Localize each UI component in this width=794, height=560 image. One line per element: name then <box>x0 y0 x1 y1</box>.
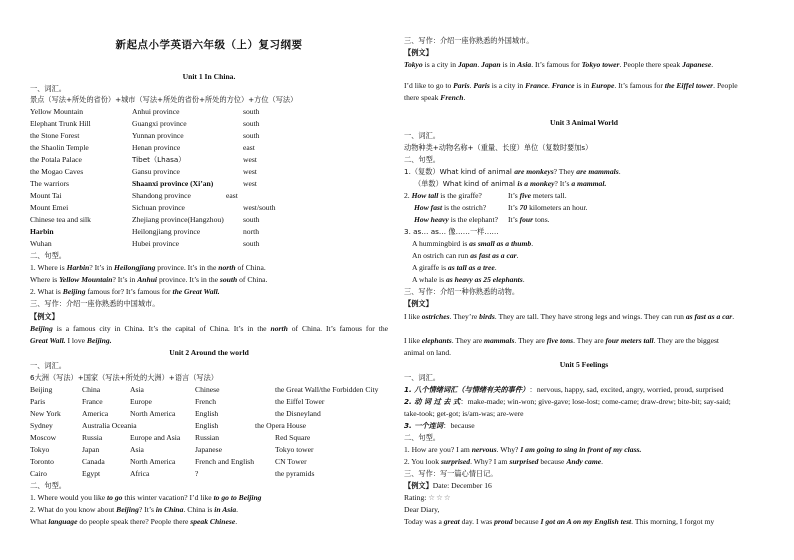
unit1-heading: Unit 1 In China. <box>182 72 236 81</box>
unit3-sentence-2: （单数）What kind of animal is a monkey? It’s a mammal. <box>414 179 607 188</box>
unit1-example-line-1: Beijing is a famous city in China. It’s the capital of China. It’s in the north of China. It’s famous for the <box>30 324 388 333</box>
unit5-greeting: Dear Diary, <box>404 505 440 514</box>
unit1-example-line-2: Great Wall. I love Beijing. <box>30 336 112 345</box>
unit2-example-heading: 【例文】 <box>404 48 433 57</box>
unit3-sentence-8: An ostrich can run as fast as a car. <box>412 251 519 260</box>
unit5-writing-heading: 三、写作：写一篇心情日记。 <box>404 469 498 478</box>
page-title: 新起点小学英语六年级（上）复习纲要 <box>115 39 303 51</box>
unit5-rating: Rating: ☆☆☆ <box>404 493 452 502</box>
unit3-sentence-10: A whale is as heavy as 25 elephants. <box>412 275 525 284</box>
unit2-heading: Unit 2 Around the world <box>169 348 249 357</box>
unit5-vocab-4: 3. 一个连词：because <box>404 421 475 430</box>
unit2-example-line-3: there speak French. <box>404 93 466 102</box>
unit3-vocab-desc: 动物种类+动物名称+（重量、长度）单位（复数时要加s） <box>404 143 593 152</box>
unit5-sentence-heading: 二、句型。 <box>404 433 440 442</box>
unit3-example-line-1: I like ostriches. They’re birds. They are tall. They have strong legs and wings. They can run as fast as a car. <box>404 312 735 321</box>
unit3-example-line-3: animal on land. <box>404 348 452 357</box>
unit1-example-heading: 【例文】 <box>30 312 59 321</box>
unit1-sentence-heading: 二、句型。 <box>30 251 66 260</box>
unit1-writing-heading: 三、写作：介绍一座你熟悉的中国城市。 <box>30 299 160 308</box>
unit2-sentence-heading: 二、句型。 <box>30 481 66 490</box>
star-icon: ☆☆☆ <box>428 493 452 502</box>
unit5-example-heading: 【例文】Date: December 16 <box>404 481 492 490</box>
unit5-sentence-2: 2. You look surprised. Why? I am surprised because Andy came. <box>404 457 604 466</box>
unit5-vocab-2: 2. 动 词 过 去 式：make-made; win-won; give-gave; lose-lost; come-came; draw-drew; bite-bit; say-said; <box>404 397 731 406</box>
unit1-sentence-3: 2. What is Beijing famous for? It’s famous for the Great Wall. <box>30 287 220 296</box>
unit3-example-heading: 【例文】 <box>404 299 433 308</box>
unit3-sentence-heading: 二、句型。 <box>404 155 440 164</box>
unit3-sentence-6: 3. as… as… 像……一样…… <box>404 227 499 236</box>
unit3-example-line-2: I like elephants. They are mammals. They are five tons. They are four meters tall. They are the biggest <box>404 336 720 345</box>
unit5-vocab-heading: 一、词汇。 <box>404 373 440 382</box>
unit2-vocab-desc: 6大洲（写法）+国家（写法+所处的大洲）+语言（写法） <box>30 373 218 382</box>
unit2-example-line-1: Tokyo is a city in Japan. Japan is in Asia. It’s famous for Tokyo tower. People there speak Japanese. <box>404 60 714 69</box>
unit1-vocab-desc: 景点（写法+所处的省份）+城市（写法+所处的省份+所处的方位）+方位（写法） <box>30 95 298 104</box>
unit3-sentence-7: A hummingbird is as small as a thumb. <box>412 239 534 248</box>
unit2-sentence-2: 2. What do you know about Beijing? It’s in China. China is in Asia. <box>30 505 239 514</box>
unit3-sentence-9: A giraffe is as tall as a tree. <box>412 263 497 272</box>
unit2-example-line-2: I’d like to go to Paris. Paris is a city in France. France is in Europe. It’s famous for the Eiffel tower. People <box>404 81 738 90</box>
unit1-vocab-heading: 一、词汇。 <box>30 84 66 93</box>
unit2-sentence-1: 1. Where would you like to go this winter vacation? I’d like to go to Beijing <box>30 493 262 502</box>
unit3-heading: Unit 3 Animal World <box>549 118 618 127</box>
unit5-diary-line-1: Today was a great day. I was proud because I got an A on my English test. This morning, I forgot my <box>404 517 715 526</box>
unit1-sentence-1: 1. Where is Harbin? It’s in Heilongjiang province. It’s in the north of China. <box>30 263 266 272</box>
unit3-vocab-heading: 一、词汇。 <box>404 131 440 140</box>
unit2-vocab-heading: 一、词汇。 <box>30 361 66 370</box>
unit3-sentence-1: 1.（复数）What kind of animal are monkeys? They are mammals. <box>404 167 621 176</box>
unit5-vocab-3: take-took; get-got; is/am-was; are-were <box>404 409 524 418</box>
unit5-vocab-1: 1. 八个情绪词汇（与情绪有关的事件）：nervous, happy, sad, excited, angry, worried, proud, surprised <box>404 385 724 394</box>
unit1-sentence-2: Where is Yellow Mountain? It’s in Anhui province. It’s in the south of China. <box>30 275 268 284</box>
unit2-sentence-3: What language do people speak there? People there speak Chinese. <box>30 517 238 526</box>
unit3-writing-heading: 三、写作：介绍一种你熟悉的动物。 <box>404 287 520 296</box>
unit5-sentence-1: 1. How are you? I am nervous. Why? I am going to sing in front of my class. <box>404 445 642 454</box>
unit5-heading: Unit 5 Feelings <box>559 360 609 369</box>
unit2-writing-heading: 三、写作：介绍一座你熟悉的外国城市。 <box>404 36 534 45</box>
